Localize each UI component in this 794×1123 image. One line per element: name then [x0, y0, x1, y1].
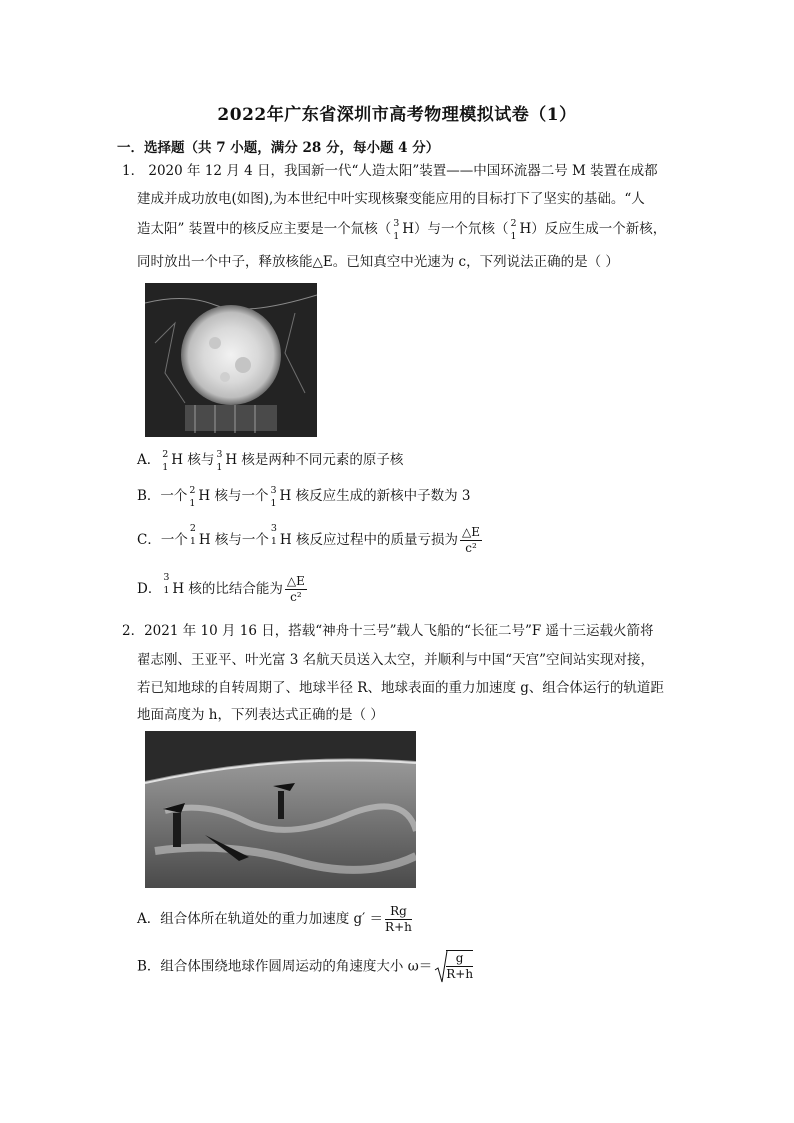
section-heading: 一．选择题（共 7 小题，满分 28 分，每小题 4 分） [117, 140, 440, 156]
q2-option-a[interactable]: A．组合体所在轨道处的重力加速度 g′ ＝ $\frac{Rg}{R+h}$ [137, 904, 412, 934]
energy-fraction: $\frac{\triangle E}{\text{c²}}$ [286, 574, 305, 604]
q2-line-4: 地面高度为 h，下列表达式正确的是（ ） [137, 707, 384, 723]
fusion-device-photo [145, 283, 317, 437]
q2-line-2: 翟志刚、王亚平、叶光富 3 名航天员送入太空，并顺利与中国“天宫”空间站实现对接， [137, 652, 654, 668]
isotope-deuterium: 2 1 [510, 218, 517, 242]
q2-option-b[interactable]: B．组合体围绕地球作圆周运动的角速度大小 ω＝ $\frac{g}{R+h}$ [137, 950, 478, 984]
q1-line-3b: H）与一个氘核（ [402, 221, 509, 237]
q2-line-3: 若已知地球的自转周期了、地球半径 R、地球表面的重力加速度 g、组合体运行的轨道距 [137, 680, 664, 696]
q1-line-3a: 造太阳” 装置中的核反应主要是一个氚核（ [137, 221, 392, 237]
energy-fraction: $\frac{\triangle E}{\text{c²}}$ [462, 525, 480, 555]
q2-line-1: 2．2021 年 10 月 16 日，搭载“神舟十三号”载人飞船的“长征二号”F 遥十三运载火箭将 [122, 623, 654, 639]
q1-option-c[interactable]: C．一个 2 1 H 核与一个 3 1 H 核反应过程中的质量亏损为 $\frac{\triangle E}{\text{c²}}$ [137, 523, 480, 555]
q1-line-1: 1． 2020 年 12 月 4 日，我国新一代“人造太阳”装置——中国环流器二号 M 装置在成都 [122, 163, 658, 179]
q1-line-3c: H）反应生成一个新核， [519, 221, 667, 237]
sqrt-expression: $\frac{g}{R+h}$ [434, 950, 478, 984]
gravity-fraction: $\frac{Rg}{R+h}$ [385, 904, 412, 934]
q1-option-b[interactable]: B．一个 2 1 H 核与一个 3 1 H 核反应生成的新核中子数为 3 [137, 485, 471, 509]
space-station-photo [145, 731, 416, 888]
isotope-tritium: 3 1 [393, 218, 400, 242]
page-title: 2022年广东省深圳市高考物理模拟试卷（1） [217, 105, 577, 125]
q1-option-a[interactable]: A． 2 1 H 核与 3 1 H 核是两种不同元素的原子核 [137, 449, 404, 473]
q1-option-d[interactable]: D． 3 1 H 核的比结合能为 $\frac{\triangle E}{\text{c²}}$ [137, 572, 305, 604]
q1-line-3 [137, 218, 667, 242]
q1-line-2: 建成并成功放电(如图),为本世纪中叶实现核聚变能应用的目标打下了坚实的基础。“人 [137, 191, 645, 207]
q1-line-4: 同时放出一个中子，释放核能△E。已知真空中光速为 c，下列说法正确的是（ ） [137, 254, 619, 270]
